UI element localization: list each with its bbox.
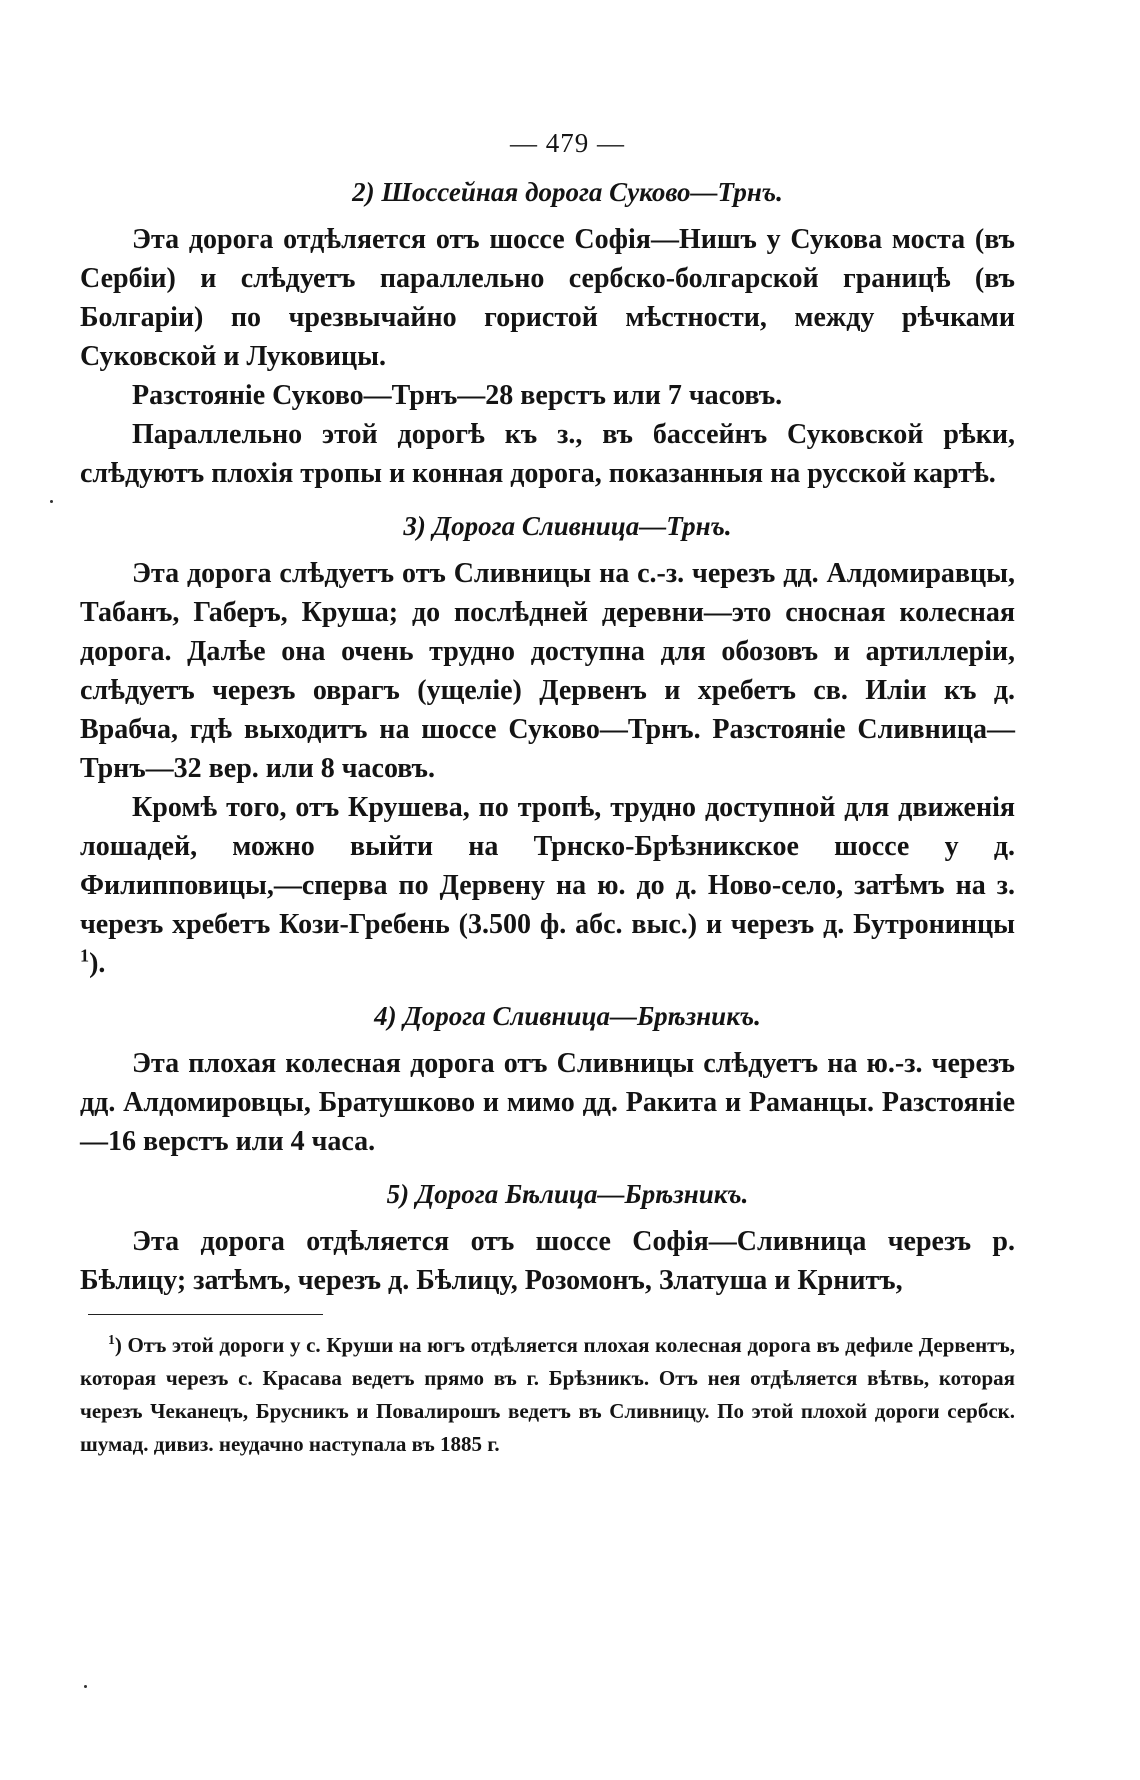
scan-speck <box>50 500 53 503</box>
paragraph: Эта дорога отдѣляется отъ шоссе Софія—Сливница черезъ р. Бѣлицу; затѣмъ, черезъ д. Бѣлицу, Розомонъ, Златуша и Крнитъ, <box>80 1226 1015 1296</box>
footnote-text: ) Отъ этой дороги у с. Круши на югъ отдѣляется плохая колесная дорога въ дефиле Дервентъ, которая черезъ с. Красава ведетъ прямо въ г. Брѣзникъ. Отъ нея отдѣляется вѣтвь, которая черезъ Чеканецъ, Брусникъ и Повалирошъ ведетъ въ Сливницу. По этой плохой дороги сербск. шумад. дивиз. неудачно наступала въ 1885 г. <box>80 1333 1015 1456</box>
paragraph: Эта дорога слѣдуетъ отъ Сливницы на с.-з. черезъ дд. Алдомиравцы, Табанъ, Габеръ, Круша; до послѣдней деревни—это сносная колесная дорога. Далѣе она очень трудно доступна для обозовъ и артиллеріи, слѣдуетъ черезъ оврагъ (ущеліе) Дервенъ и хребетъ св. Иліи къ д. Врабча, гдѣ выходитъ на шоссе Суково—Трнъ. Разстояніе Сливница—Трнъ—32 вер. или 8 часовъ. <box>80 558 1015 784</box>
section-heading: 5) Дорога Бѣлица—Брѣзникъ. <box>386 1179 749 1209</box>
page-content <box>80 128 1015 1461</box>
paragraph: Разстояніе Суково—Трнъ—28 верстъ или 7 часовъ. <box>132 380 783 411</box>
footnote-separator <box>88 1314 323 1315</box>
paragraph-text: Кромѣ того, отъ Крушева, по тропѣ, трудно доступной для движенія лошадей, можно выйти на Трнско-Брѣзникское шоссе у д. Филипповицы,—сперва по Дервену на ю. до д. Ново-село, затѣмъ на з. черезъ хребетъ Кози-Гребень (3.500 ф. абс. выс.) и черезъ д. Бутронинцы <box>80 792 1015 940</box>
paragraph: Эта плохая колесная дорога отъ Сливницы слѣдуетъ на ю.-з. черезъ дд. Алдомировцы, Братушково и мимо дд. Ракита и Раманцы. Разстояніе—16 верстъ или 4 часа. <box>80 1048 1015 1157</box>
section-heading: 4) Дорога Сливница—Брѣзникъ. <box>374 1001 761 1031</box>
section-heading: 2) Шоссейная дорога Суково—Трнъ. <box>352 177 783 207</box>
footnote-mark: 1 <box>108 1332 115 1347</box>
footnote <box>80 1329 1015 1461</box>
page-number: — 479 — <box>510 128 625 158</box>
paragraph: Параллельно этой дорогѣ къ з., въ бассейнъ Суковской рѣки, слѣдуютъ плохія тропы и конная дорога, показанныя на русской картѣ. <box>80 419 1015 489</box>
scan-speck <box>84 1685 87 1688</box>
paragraph-end: ). <box>89 948 106 979</box>
footnote-reference[interactable]: 1 <box>80 945 90 966</box>
section-heading: 3) Дорога Сливница—Трнъ. <box>403 511 732 541</box>
paragraph <box>80 788 1015 983</box>
paragraph: Эта дорога отдѣляется отъ шоссе Софія—Нишъ у Сукова моста (въ Сербіи) и слѣдуетъ параллельно сербско-болгарской границѣ (въ Болгаріи) по чрезвычайно гористой мѣстности, между рѣчками Суковской и Луковицы. <box>80 224 1015 372</box>
